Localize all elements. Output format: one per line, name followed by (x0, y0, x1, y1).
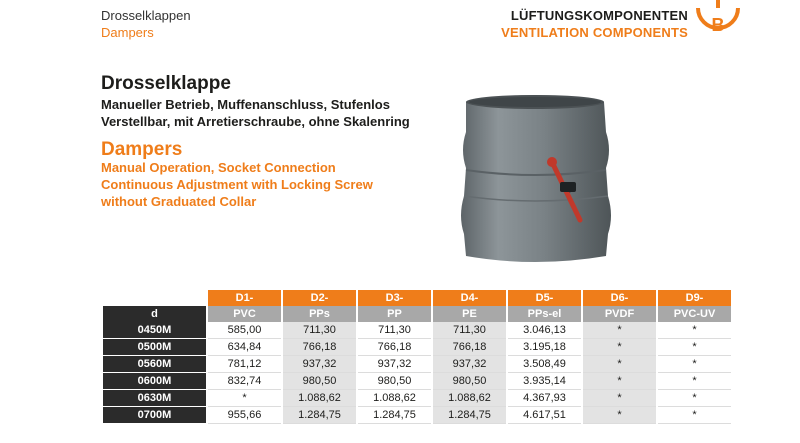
table-row (103, 322, 731, 339)
table-row (103, 339, 731, 356)
size-code: 0630M (103, 390, 206, 407)
price-cell: 3.935,14 (508, 373, 581, 390)
price-cell: * (658, 373, 731, 390)
material-header: PE (433, 306, 506, 322)
price-cell: 980,50 (358, 373, 431, 390)
price-cell: 980,50 (283, 373, 356, 390)
price-cell: 711,30 (283, 322, 356, 339)
size-code: 0560M (103, 356, 206, 373)
price-cell: 1.088,62 (283, 390, 356, 407)
material-header: PPs (283, 306, 356, 322)
price-cell: * (658, 322, 731, 339)
price-cell: * (658, 356, 731, 373)
material-header: PVC (208, 306, 281, 322)
price-cell: 4.617,51 (508, 407, 581, 424)
group-header: D9- (658, 290, 731, 306)
price-cell: * (658, 390, 731, 407)
group-header: D6- (583, 290, 656, 306)
price-cell: * (583, 339, 656, 356)
size-code: 0450M (103, 322, 206, 339)
price-cell: * (583, 390, 656, 407)
group-header: D1- (208, 290, 281, 306)
table-row (103, 407, 731, 424)
price-cell: 1.088,62 (358, 390, 431, 407)
price-cell: 937,32 (433, 356, 506, 373)
table-row (103, 373, 731, 390)
price-cell: 937,32 (283, 356, 356, 373)
section-title-en: VENTILATION COMPONENTS (501, 25, 688, 40)
price-cell: 634,84 (208, 339, 281, 356)
material-header: PVDF (583, 306, 656, 322)
price-cell: 955,66 (208, 407, 281, 424)
price-cell: 766,18 (433, 339, 506, 356)
group-header: D4- (433, 290, 506, 306)
product-title-en: Dampers (101, 139, 183, 160)
price-cell: 1.284,75 (283, 407, 356, 424)
price-cell: 1.284,75 (358, 407, 431, 424)
price-cell: 766,18 (283, 339, 356, 356)
price-cell: 1.088,62 (433, 390, 506, 407)
price-cell: 766,18 (358, 339, 431, 356)
price-cell: 585,00 (208, 322, 281, 339)
price-cell: 1.284,75 (433, 407, 506, 424)
material-header-row (103, 306, 731, 322)
price-cell: * (658, 339, 731, 356)
price-cell: 980,50 (433, 373, 506, 390)
group-header: D3- (358, 290, 431, 306)
group-header: D5- (508, 290, 581, 306)
material-header: PVC-UV (658, 306, 731, 322)
size-header: d (103, 306, 206, 322)
description-line: Manual Operation, Socket Connection (101, 160, 336, 175)
header-spacer (103, 290, 206, 306)
size-code: 0700M (103, 407, 206, 424)
price-cell: 711,30 (433, 322, 506, 339)
group-header-row (103, 290, 731, 306)
description-line: Continuous Adjustment with Locking Screw (101, 177, 373, 192)
price-cell: 3.046,13 (508, 322, 581, 339)
product-title-de: Drosselklappe (101, 73, 231, 94)
price-cell: * (583, 322, 656, 339)
price-cell: * (583, 373, 656, 390)
price-cell: 4.367,93 (508, 390, 581, 407)
price-cell: 781,12 (208, 356, 281, 373)
price-cell: 3.508,49 (508, 356, 581, 373)
description-line: Manueller Betrieb, Muffenanschluss, Stufenlos (101, 97, 390, 112)
price-cell: 832,74 (208, 373, 281, 390)
description-line: without Graduated Collar (101, 194, 257, 209)
size-code: 0600M (103, 373, 206, 390)
price-cell: 937,32 (358, 356, 431, 373)
price-cell: * (208, 390, 281, 407)
price-cell: 711,30 (358, 322, 431, 339)
table-row (103, 356, 731, 373)
price-cell: * (658, 407, 731, 424)
group-header: D2- (283, 290, 356, 306)
size-code: 0500M (103, 339, 206, 356)
category-title-en: Dampers (101, 25, 154, 40)
section-title-de: LÜFTUNGSKOMPONENTEN (510, 8, 688, 23)
price-cell: 3.195,18 (508, 339, 581, 356)
description-line: Verstellbar, mit Arretierschraube, ohne Skalenring (101, 114, 410, 129)
brand-logo (696, 0, 740, 44)
damper-product-image (440, 92, 630, 264)
table-row (103, 390, 731, 407)
material-header: PP (358, 306, 431, 322)
product-description-de (101, 96, 410, 130)
category-title-de: Drosselklappen (101, 8, 191, 23)
material-header: PPs-el (508, 306, 581, 322)
price-cell: * (583, 407, 656, 424)
product-description-en (101, 159, 373, 210)
price-cell: * (583, 356, 656, 373)
price-table (101, 290, 733, 424)
logo-letter: B (711, 15, 725, 35)
